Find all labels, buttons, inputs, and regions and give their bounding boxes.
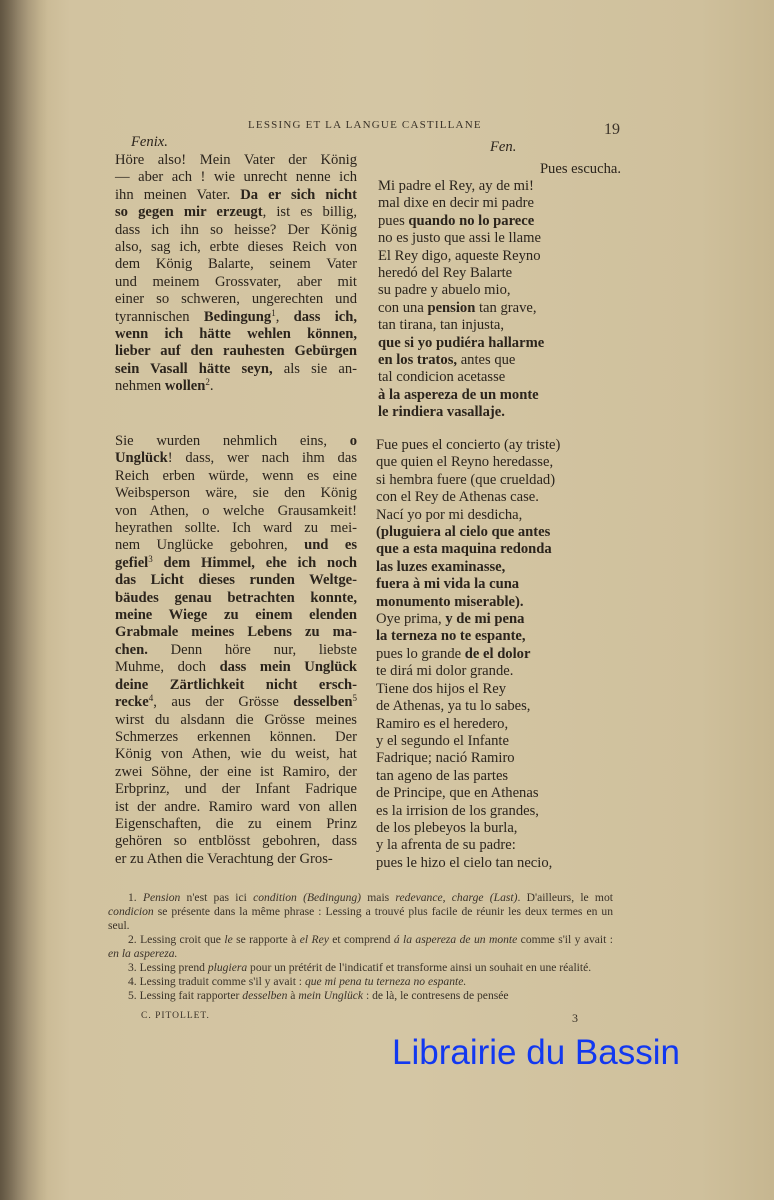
text-segment: que a esta maquina redonda	[376, 541, 552, 558]
text-segment: gefiel	[115, 554, 149, 571]
text-segment: Grabmale meines Lebens zu ma-	[115, 624, 357, 641]
text-line	[378, 265, 623, 282]
text-line	[376, 472, 626, 489]
text-segment: mal dixe en decir mi padre	[378, 195, 535, 212]
text-segment: chen.	[115, 641, 148, 658]
german-paragraph-2	[115, 433, 357, 868]
text-line	[376, 663, 626, 680]
text-line	[376, 681, 626, 698]
text-segment: su padre y abuelo mio,	[378, 282, 511, 299]
text-line	[378, 195, 623, 212]
text-segment: ,	[275, 308, 294, 325]
text-segment: Schmerzes erkennen können. Der	[115, 728, 357, 745]
text-segment: Höre also! Mein Vater der König	[115, 152, 357, 168]
text-segment: (pluguiera al cielo que antes	[376, 524, 551, 541]
text-segment: El Rey digo, aqueste Reyno	[378, 247, 541, 264]
text-segment: Nací yo por mi desdicha,	[376, 506, 523, 523]
text-line	[115, 326, 357, 343]
text-segment: 4. Lessing traduit comme s'il y avait :	[128, 975, 305, 988]
text-segment: 2. Lessing croit que	[128, 933, 225, 946]
text-segment: en los tratos,	[378, 352, 458, 369]
text-line	[115, 468, 357, 485]
text-segment: Weibsperson wäre, sie den König	[115, 485, 357, 502]
text-segment: : de là, le contresens de pensée	[363, 989, 509, 1002]
text-segment: dem König Balarte, seinem Vater	[115, 256, 357, 273]
text-line	[115, 677, 357, 694]
text-segment: tan ageno de las partes	[376, 767, 509, 784]
page-gutter-shadow	[0, 0, 48, 1200]
text-line	[378, 213, 623, 230]
footer-row	[108, 1011, 613, 1027]
text-segment: und meinem Grossvater, aber mit	[115, 273, 357, 290]
text-line	[376, 646, 626, 663]
text-segment: — aber ach ! wie unrecht nenne ich	[115, 169, 357, 186]
footnote-ref: 4	[148, 693, 154, 704]
text-segment: pues lo grande	[376, 645, 465, 662]
text-line	[376, 768, 626, 785]
text-line	[378, 369, 623, 386]
text-segment: Sie wurden nehmlich eins,	[115, 433, 350, 449]
text-segment: tyrannischen	[115, 308, 204, 325]
speaker-label: Fen.	[490, 139, 517, 155]
text-segment: se rapporte à	[232, 933, 300, 946]
text-segment: las luzes examinasse,	[376, 558, 506, 575]
footnote-ref: 1	[271, 307, 276, 318]
text-line	[115, 274, 357, 291]
text-segment: dass ich ihn so heisse? Der König	[115, 221, 357, 238]
text-line	[115, 520, 357, 537]
text-segment: gehören so entblösst gebohren, dass	[115, 833, 357, 850]
text-segment: Denn höre nur, liebste	[147, 641, 357, 658]
footnote	[108, 975, 613, 989]
text-line	[378, 317, 623, 334]
text-segment: tal condicion acetasse	[378, 369, 506, 386]
page-number: 19	[604, 121, 620, 138]
text-segment: ihn meinen Vater.	[115, 186, 241, 203]
text-segment: que mi pena tu terneza no espante.	[304, 975, 467, 988]
text-segment: er zu Athen die Verachtung der Gros-	[115, 850, 333, 867]
text-line	[378, 282, 623, 299]
text-line	[376, 541, 626, 558]
text-line	[376, 437, 626, 454]
text-line	[115, 590, 357, 607]
text-segment: meine Wiege zu einem elenden	[115, 607, 357, 624]
text-segment: dass mein Unglück	[219, 659, 357, 676]
text-line	[378, 230, 623, 247]
text-line	[115, 204, 357, 221]
text-segment: wenn ich hätte wehlen können,	[115, 326, 357, 343]
footnote-ref: 2	[205, 377, 210, 388]
text-line	[115, 503, 357, 520]
text-segment: pues le hizo el cielo tan necio,	[376, 854, 553, 871]
text-line	[376, 855, 626, 872]
text-segment: pues	[378, 212, 409, 229]
text-line	[378, 335, 623, 352]
text-segment: le rindiera vasallaje.	[378, 404, 505, 421]
text-line	[376, 820, 626, 837]
text-segment: recke	[115, 694, 149, 711]
text-segment: tan tirana, tan injusta,	[378, 317, 505, 334]
text-line	[115, 764, 357, 781]
text-segment: et comprend	[328, 933, 394, 946]
text-segment: nehmen	[115, 378, 165, 395]
text-segment: Bedingung	[203, 308, 272, 325]
text-line	[376, 698, 626, 715]
text-line	[115, 781, 357, 798]
text-line	[115, 712, 357, 729]
text-line	[376, 507, 626, 524]
text-line	[115, 256, 357, 273]
text-segment: si hembra fuere (que crueldad)	[376, 471, 556, 488]
text-segment: pour un prétérit de l'indicatif et transforme ainsi un souhait en une réalité.	[247, 961, 592, 974]
text-segment: desselben	[242, 989, 288, 1002]
text-segment: y la afrenta de su padre:	[376, 837, 516, 854]
text-segment: Fue pues el concierto (ay triste)	[376, 437, 561, 453]
text-segment: ! dass, wer nach ihm das	[167, 450, 357, 467]
text-line	[378, 352, 623, 369]
text-segment: de los plebeyos la burla,	[376, 819, 518, 836]
text-segment: also, sag ich, erbte dieses Reich von	[115, 239, 357, 256]
text-segment: lieber auf den rauhesten Gebürgen	[115, 343, 357, 360]
text-line	[376, 837, 626, 854]
text-line	[376, 716, 626, 733]
text-line	[115, 343, 357, 360]
text-line	[115, 816, 357, 833]
right-first-line	[380, 161, 621, 178]
text-line	[115, 450, 357, 467]
text-segment: als sie an-	[272, 360, 357, 377]
text-line	[378, 387, 623, 404]
text-segment: . D'ailleurs, le mot	[517, 891, 613, 904]
text-line	[115, 555, 357, 572]
text-segment: condition (Bedingung)	[253, 891, 362, 904]
text-segment: wirst du alsdann die Grösse meines	[115, 711, 357, 728]
text-line	[378, 178, 623, 195]
text-segment: plugiera	[207, 961, 248, 974]
text-segment: so gegen mir erzeugt	[115, 204, 263, 221]
text-segment: 5. Lessing fait rapporter	[128, 989, 243, 1002]
text-segment: mais	[361, 891, 396, 904]
page-bottom	[108, 891, 680, 1073]
text-segment: Ramiro es el heredero,	[376, 715, 509, 732]
text-line	[115, 378, 357, 395]
text-line	[376, 733, 626, 750]
german-paragraph-1	[115, 152, 357, 396]
text-segment: von Athen, o welche Grausamkeit!	[115, 502, 357, 519]
text-line	[115, 309, 357, 326]
speaker-label: Fenix.	[131, 134, 168, 150]
text-line	[115, 607, 357, 624]
text-segment: con una	[378, 299, 428, 316]
footnote	[108, 933, 613, 961]
text-segment: no es justo que assi le llame	[378, 230, 541, 247]
text-line	[115, 152, 357, 169]
text-segment: à la aspereza de un monte	[378, 386, 539, 403]
watermark: Librairie du Bassin	[392, 1033, 680, 1072]
text-line	[376, 576, 626, 593]
text-segment: wollen	[164, 378, 206, 395]
text-line	[115, 624, 357, 641]
text-segment: de Athenas, ya tu lo sabes,	[376, 698, 531, 715]
text-segment: quando no lo parece	[408, 212, 535, 229]
text-segment: Eigenschaften, die zu einem Prinz	[115, 815, 357, 832]
right-speaker-fen	[490, 139, 516, 156]
text-line	[376, 611, 626, 628]
text-line	[115, 361, 357, 378]
text-line	[376, 454, 626, 471]
text-segment: le	[224, 933, 233, 946]
signature-mark: 3	[572, 1011, 578, 1025]
text-segment: con el Rey de Athenas case.	[376, 489, 539, 506]
text-segment: de el dolor	[464, 645, 531, 662]
text-segment: Da er sich nicht	[240, 186, 357, 203]
footnotes	[108, 891, 613, 1003]
text-segment: das Licht dieses runden Weltge-	[115, 572, 357, 589]
text-segment: nem Unglücke gebohren,	[115, 537, 305, 554]
text-segment: fuera à mi vida la cuna	[376, 576, 520, 593]
text-segment: zwei Söhne, der eine ist Ramiro, der	[115, 763, 357, 780]
author-signature: C. PITOLLET.	[141, 1011, 210, 1021]
text-segment: Mi padre el Rey, ay de mi!	[378, 178, 534, 194]
text-line	[376, 785, 626, 802]
text-segment: sein Vasall hätte seyn,	[115, 360, 273, 377]
text-segment: á la aspereza de un monte	[393, 933, 518, 946]
text-segment: .	[209, 378, 214, 395]
text-segment: redevance, charge (Last)	[395, 891, 518, 904]
text-segment: und es	[304, 537, 358, 554]
text-line	[115, 485, 357, 502]
text-segment: es la irrision de los grandes,	[376, 802, 539, 819]
text-line	[115, 659, 357, 676]
text-line	[376, 524, 626, 541]
text-segment: comme s'il y avait :	[517, 933, 613, 946]
text-segment: desselben	[293, 694, 353, 711]
text-line	[115, 291, 357, 308]
text-segment: y el segundo el Infante	[376, 732, 509, 749]
text-segment: Unglück	[115, 450, 168, 467]
spanish-verse-2	[376, 437, 626, 872]
text-segment: deine Zärtlichkeit nicht ersch-	[115, 676, 357, 693]
text-line	[376, 628, 626, 645]
text-line	[115, 169, 357, 186]
text-segment: en la aspereza.	[108, 947, 178, 960]
text-segment: antes que	[457, 352, 516, 369]
text-segment: pension	[427, 299, 476, 316]
text-line	[376, 803, 626, 820]
text-segment: ist der andre. Ramiro ward von allen	[115, 798, 357, 815]
text-line	[115, 851, 357, 868]
text-segment: 3. Lessing prend	[128, 961, 208, 974]
footnote-ref: 5	[352, 693, 357, 704]
text-segment: y de mi pena	[445, 611, 525, 628]
text-segment: o	[349, 433, 357, 449]
text-segment: la terneza no te espante,	[376, 628, 526, 645]
text-segment: el Rey	[299, 933, 329, 946]
text-segment: , aus der Grösse	[153, 694, 294, 711]
text-segment: Reich erben würde, wenn es eine	[115, 467, 357, 484]
text-line	[115, 833, 357, 850]
text-line	[115, 694, 357, 711]
text-segment: te dirá mi dolor grande.	[376, 663, 514, 680]
text-segment: Erbprinz, und der Infant Fadrique	[115, 781, 357, 798]
text-line	[115, 642, 357, 659]
text-line	[115, 433, 357, 450]
text-segment: einer so schweren, ungerechten und	[115, 291, 357, 308]
text-line	[376, 750, 626, 767]
text-segment: se présente dans la même phrase : Lessing a trouvé plus facile de réunir les deux termes en un seul.	[108, 905, 613, 932]
footnote	[108, 989, 613, 1003]
spanish-verse-1	[378, 178, 623, 422]
text-segment: Muhme, doch	[115, 659, 220, 676]
text-segment: tan grave,	[475, 299, 537, 316]
text-line	[378, 300, 623, 317]
text-segment: bäudes genau betrachten konnte,	[115, 589, 357, 606]
text-line	[115, 222, 357, 239]
left-speaker-fenix	[131, 134, 168, 151]
text-line	[378, 404, 623, 421]
text-line	[376, 594, 626, 611]
text-line	[115, 187, 357, 204]
text-segment: Tiene dos hijos el Rey	[376, 680, 506, 697]
footnote-ref: 3	[148, 553, 153, 564]
text-segment: 1.	[128, 891, 143, 904]
text-line	[376, 489, 626, 506]
text-line	[115, 729, 357, 746]
text-segment: dass ich,	[293, 308, 358, 325]
text-segment: que si yo pudiéra hallarme	[378, 334, 545, 351]
text-segment: heyrathen sollte. Ich ward zu mei-	[115, 520, 357, 537]
text-segment: de Principe, que en Athenas	[376, 785, 539, 802]
footnote	[108, 891, 613, 933]
text-segment: condicion	[108, 905, 154, 918]
text-line	[115, 799, 357, 816]
text-segment: dem Himmel, ehe ich noch	[152, 554, 357, 571]
text-segment: monumento miserable).	[376, 593, 524, 610]
text-segment: n'est pas ici	[180, 891, 254, 904]
text-segment: , ist es billig,	[262, 204, 357, 221]
text-segment: Oye prima,	[376, 611, 446, 628]
text-segment: à	[287, 989, 299, 1002]
running-title: LESSING ET LA LANGUE CASTILLANE	[248, 119, 482, 131]
text-line	[376, 559, 626, 576]
text-line	[115, 746, 357, 763]
text-segment: König von Athen, wie du weist, hat	[115, 746, 357, 763]
text-segment: heredó del Rey Balarte	[378, 265, 513, 282]
text-line	[115, 572, 357, 589]
verse-line: Pues escucha.	[539, 161, 621, 177]
text-segment: Fadrique; nació Ramiro	[376, 750, 515, 767]
text-segment: que quien el Reyno heredasse,	[376, 454, 554, 471]
text-line	[378, 248, 623, 265]
text-segment: mein Unglück	[298, 989, 364, 1002]
text-line	[115, 537, 357, 554]
footnote	[108, 961, 613, 975]
text-segment: Pension	[142, 891, 181, 904]
text-line	[115, 239, 357, 256]
